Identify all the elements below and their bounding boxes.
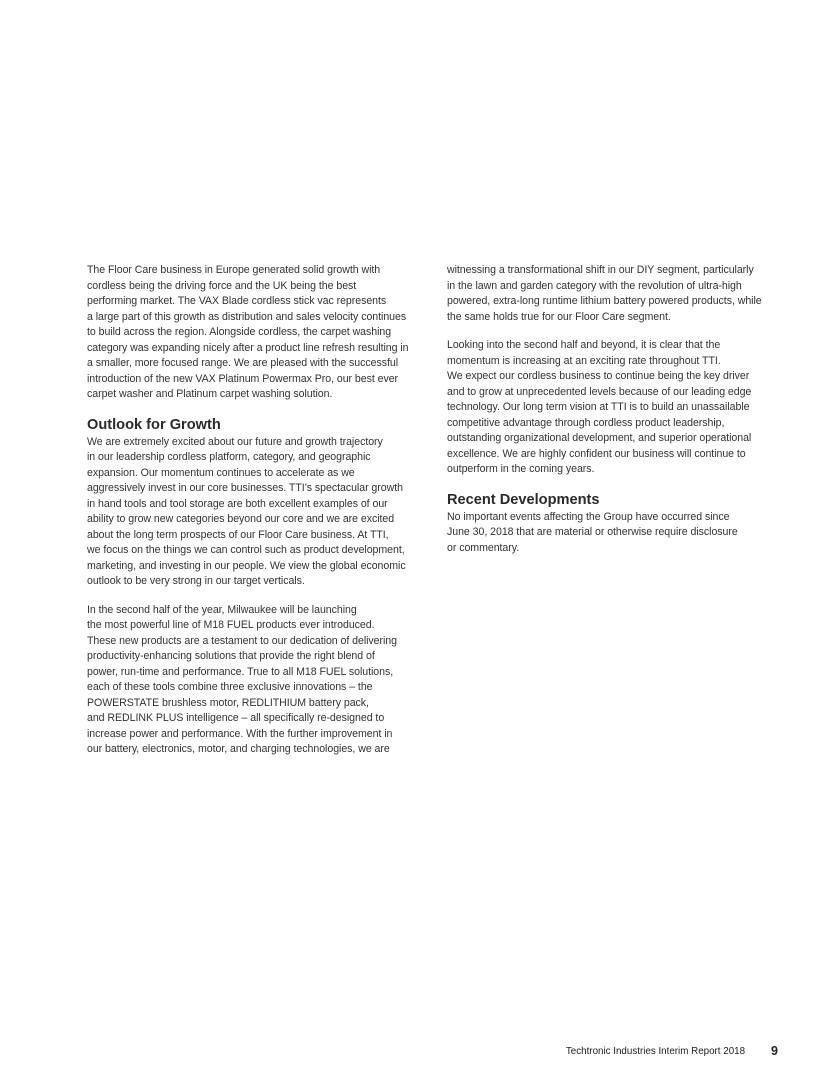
text-line: or commentary. [447, 541, 520, 554]
text-line: a smaller, more focused range. We are pleased with the successful [87, 357, 398, 369]
text-line: a large part of this growth as distribution and sales velocity continues [87, 310, 407, 323]
text-line: power, run-time and performance. True to all M18 FUEL solutions, [87, 665, 394, 678]
text-line: in hand tools and tool storage are both excellent examples of our [87, 497, 388, 510]
left-column [87, 263, 425, 771]
text-line: introduction of the new VAX Platinum Powermax Pro, our best ever [87, 372, 399, 385]
text-line: to build across the region. Alongside cordless, the carpet washing [87, 326, 392, 338]
text-line: POWERSTATE brushless motor, REDLITHIUM battery pack, [87, 696, 369, 709]
text-line: category was expanding nicely after a product line refresh resulting in [87, 341, 409, 354]
outlook-for-growth-heading: Outlook for Growth [87, 416, 221, 433]
text-line: outperform in the coming years. [447, 463, 595, 475]
text-line: marketing, and investing in our people. We view the global economic [87, 559, 406, 572]
text-line: about the long term prospects of our Floor Care business. At TTI, [87, 528, 389, 541]
text-line: outlook to be very strong in our target verticals. [87, 575, 305, 587]
text-line: In the second half of the year, Milwaukee will be launching [87, 603, 357, 616]
text-line: in the lawn and garden category with the revolution of ultra-high [447, 279, 742, 292]
text-line: we focus on the things we can control such as product development, [87, 544, 405, 556]
text-line: We are extremely excited about our future and growth trajectory [87, 435, 383, 448]
floor-care-europe-paragraph [87, 263, 425, 403]
text-line: momentum is increasing at an exciting rate throughout TTI. [447, 354, 721, 367]
recent-developments-heading: Recent Developments [447, 491, 600, 508]
text-line: We expect our cordless business to continue being the key driver [447, 370, 750, 382]
text-line: and to grow at unprecedented levels because of our leading edge [447, 385, 752, 398]
report-title: Techtronic Industries Interim Report 2018 [565, 1046, 746, 1057]
second-half-paragraph [447, 338, 785, 478]
text-line: excellence. We are highly confident our business will continue to [447, 447, 746, 460]
text-line: The Floor Care business in Europe generated solid growth with [87, 264, 381, 276]
text-line: outstanding organizational development, and superior operational [447, 432, 752, 444]
text-line: These new products are a testament to our dedication of delivering [87, 634, 397, 647]
text-line: each of these tools combine three exclusive innovations – the [87, 681, 373, 693]
milwaukee-m18-fuel-paragraph [87, 603, 425, 758]
text-line: No important events affecting the Group have occurred since [447, 510, 730, 523]
text-line: our battery, electronics, motor, and charging technologies, we are [87, 743, 390, 755]
text-line: in our leadership cordless platform, category, and geographic [87, 451, 371, 463]
text-line: the same holds true for our Floor Care segment. [447, 310, 671, 323]
text-line: performing market. The VAX Blade cordless stick vac represents [87, 295, 387, 307]
right-column [447, 263, 785, 569]
diy-segment-paragraph [447, 263, 785, 325]
text-line: increase power and performance. With the further improvement in [87, 727, 393, 740]
text-line: Looking into the second half and beyond, it is clear that the [447, 339, 721, 351]
text-line: the most powerful line of M18 FUEL products ever introduced. [87, 619, 375, 631]
text-line: cordless being the driving force and the UK being the best [87, 279, 357, 292]
text-line: technology. Our long term vision at TTI is to build an unassailable [447, 401, 750, 413]
text-line: competitive advantage through cordless product leadership, [447, 416, 725, 429]
text-line: aggressively invest in our core businesses. TTI’s spectacular growth [87, 482, 403, 494]
text-line: expansion. Our momentum continues to accelerate as we [87, 466, 355, 479]
text-line: witnessing a transformational shift in our DIY segment, particularly [447, 264, 754, 276]
text-line: powered, extra-long runtime lithium battery powered products, while [447, 295, 762, 307]
page-footer [566, 1044, 778, 1059]
text-line: productivity-enhancing solutions that provide the right blend of [87, 650, 375, 662]
outlook-paragraph [87, 435, 425, 590]
text-line: June 30, 2018 that are material or otherwise require disclosure [447, 526, 738, 538]
text-line: carpet washer and Platinum carpet washing solution. [87, 388, 333, 400]
page-number: 9 [771, 1044, 778, 1058]
recent-developments-paragraph [447, 510, 785, 557]
text-line: and REDLINK PLUS intelligence – all specifically re-designed to [87, 712, 385, 724]
text-line: ability to grow new categories beyond our core and we are excited [87, 513, 395, 525]
